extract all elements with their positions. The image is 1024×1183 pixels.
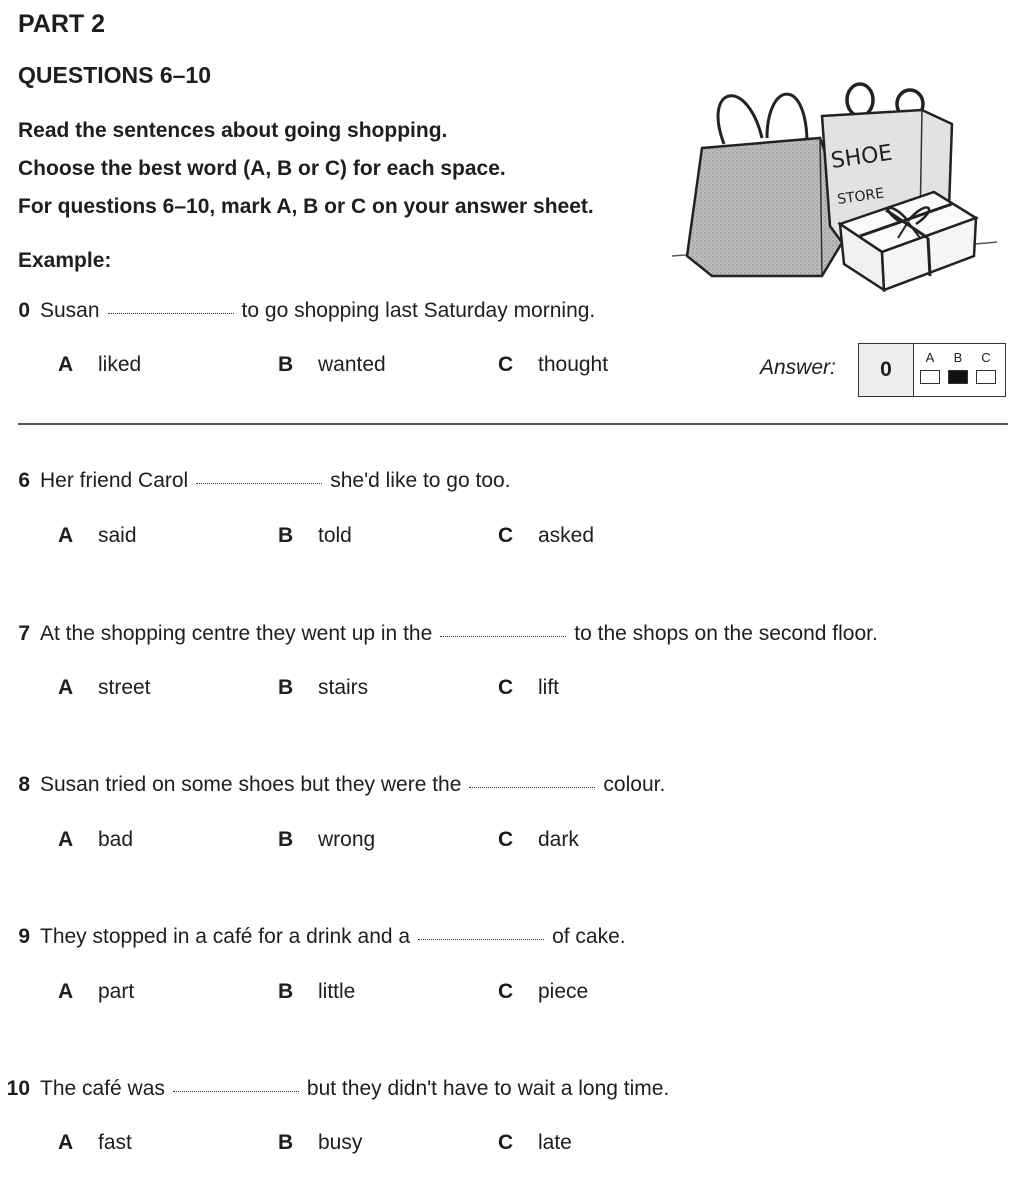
- section-divider: [18, 423, 1008, 425]
- question-number: 10: [6, 1077, 30, 1100]
- q9-option-a[interactable]: A part: [58, 980, 135, 1003]
- example-answer-box: [858, 343, 1006, 397]
- question-8: [0, 773, 665, 797]
- q6-option-a[interactable]: A said: [58, 524, 137, 547]
- question-number: 0: [18, 299, 30, 322]
- question-text-before: At the shopping centre they went up in the: [40, 622, 433, 645]
- question-9: [0, 925, 626, 949]
- question-number: 7: [18, 622, 30, 645]
- bag-text-shoe: SHOE: [829, 140, 894, 174]
- example-question: [0, 299, 595, 323]
- answer-gap[interactable]: [418, 939, 544, 940]
- q9-option-c[interactable]: C piece: [498, 980, 589, 1003]
- answer-gap[interactable]: [173, 1091, 299, 1092]
- answer-letter-a: A: [925, 350, 935, 365]
- q10-option-c[interactable]: C late: [498, 1131, 572, 1154]
- question-text-after: she'd like to go too.: [330, 469, 511, 492]
- q6-option-b[interactable]: B told: [278, 524, 352, 547]
- instruction-line-3: For questions 6–10, mark A, B or C on your answer sheet.: [18, 195, 594, 218]
- answer-letter-b: B: [953, 350, 963, 365]
- answer-label: Answer:: [760, 356, 836, 379]
- questions-title: QUESTIONS 6–10: [18, 62, 212, 88]
- q10-option-b[interactable]: B busy: [278, 1131, 363, 1154]
- instruction-line-2: Choose the best word (A, B or C) for each space.: [18, 157, 506, 180]
- q9-option-b[interactable]: B little: [278, 980, 356, 1003]
- example-option-a: A liked: [58, 353, 142, 376]
- answer-checkbox-c[interactable]: [976, 370, 996, 384]
- question-text-after: of cake.: [552, 925, 626, 948]
- answer-checkbox-a[interactable]: [920, 370, 940, 384]
- q10-option-a[interactable]: A fast: [58, 1131, 132, 1154]
- example-option-c: C thought: [498, 353, 609, 376]
- question-text-before: Susan: [40, 299, 100, 322]
- answer-gap[interactable]: [440, 636, 566, 637]
- question-text-before: The café was: [40, 1077, 165, 1100]
- bag-text-store: STORE: [836, 185, 886, 208]
- answer-gap[interactable]: [108, 313, 234, 314]
- question-text-before: Her friend Carol: [40, 469, 189, 492]
- q7-option-b[interactable]: B stairs: [278, 676, 369, 699]
- question-text-before: Susan tried on some shoes but they were the: [40, 773, 462, 796]
- answer-grid: [914, 344, 1005, 396]
- q6-option-c[interactable]: C asked: [498, 524, 595, 547]
- shopping-bags-icon: [672, 76, 1002, 296]
- question-6: [0, 469, 511, 493]
- instruction-line-1: Read the sentences about going shopping.: [18, 119, 448, 142]
- question-number: 6: [18, 469, 30, 492]
- part-title: PART 2: [18, 10, 106, 38]
- q7-option-c[interactable]: C lift: [498, 676, 559, 699]
- question-number: 8: [18, 773, 30, 796]
- example-option-b: B wanted: [278, 353, 386, 376]
- answer-checkbox-b[interactable]: [948, 370, 968, 384]
- question-text-after: but they didn't have to wait a long time.: [306, 1077, 670, 1100]
- answer-gap[interactable]: [469, 787, 595, 788]
- question-text-before: They stopped in a café for a drink and a: [40, 925, 411, 948]
- answer-letter-c: C: [981, 350, 991, 365]
- question-7: [0, 622, 878, 646]
- question-text-after: to the shops on the second floor.: [574, 622, 878, 645]
- question-text-after: to go shopping last Saturday morning.: [241, 299, 596, 322]
- q8-option-c[interactable]: C dark: [498, 828, 579, 851]
- answer-gap[interactable]: [196, 483, 322, 484]
- question-text-after: colour.: [603, 773, 666, 796]
- question-10: [0, 1077, 669, 1101]
- q7-option-a[interactable]: A street: [58, 676, 151, 699]
- q8-option-a[interactable]: A bad: [58, 828, 134, 851]
- q8-option-b[interactable]: B wrong: [278, 828, 376, 851]
- answer-box-number: 0: [859, 344, 914, 396]
- question-number: 9: [18, 925, 30, 948]
- example-label: Example:: [18, 249, 112, 272]
